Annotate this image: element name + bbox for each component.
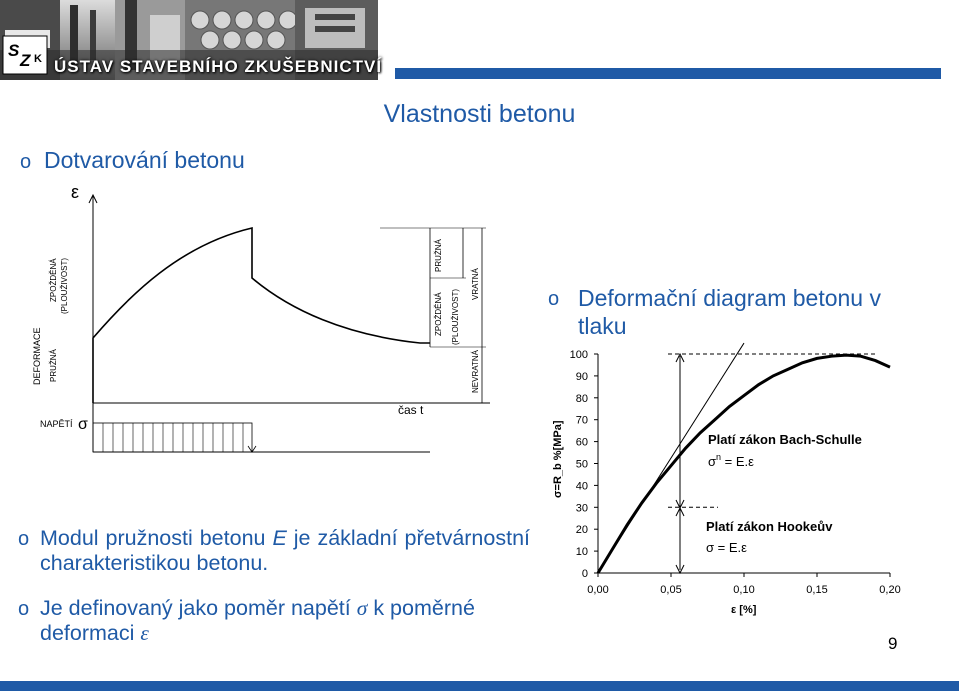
paragraph-definition-text-b: k poměrné deformaci: [40, 596, 475, 645]
chart-xlabel: ε [%]: [731, 604, 757, 616]
label-right-ploulivost: (PLOUŽIVOST): [451, 288, 460, 345]
paragraph-definition-symbol-sigma: σ: [356, 596, 368, 620]
label-left-ploulivost: (PLOUŽIVOST): [60, 257, 69, 314]
label-left-pruzna: PRUŽNÁ: [49, 349, 58, 382]
creep-diagram: [0, 180, 540, 470]
creep-epsilon-label: ε: [71, 182, 80, 202]
chart-y-tick-label: 10: [575, 546, 588, 559]
header-accent-bar: [395, 68, 941, 79]
institute-name: ÚSTAV STAVEBNÍHO ZKUŠEBNICTVÍ: [54, 57, 383, 76]
paragraph-modulus-symbol-e: E: [272, 526, 287, 550]
formula-exponent: n: [716, 452, 722, 462]
logo-letter-s: S: [8, 41, 20, 60]
section-heading-diagram: [550, 284, 930, 340]
annotation-bach-formula: [708, 452, 754, 469]
chart-x-tick-label: 0,05: [660, 584, 682, 596]
label-right-pruzna: PRUŽNÁ: [434, 239, 443, 272]
chart-y-tick-label: 80: [575, 392, 588, 405]
label-time: čas t: [398, 403, 424, 417]
label-right-zpozdena: ZPOŽDĚNÁ: [434, 292, 443, 336]
paragraph-definition-symbol-epsilon: ε: [140, 621, 149, 645]
label-right-vratna: VRATNÁ: [471, 268, 480, 300]
section-heading-diagram-text: Deformační diagram betonu v tlaku: [578, 285, 881, 339]
chart-y-tick-label: 70: [575, 414, 588, 427]
logo-letter-z: Z: [20, 51, 31, 70]
bullet-marker: o: [20, 151, 32, 173]
section-heading-creep: [20, 147, 245, 174]
label-sigma: σ: [78, 416, 88, 433]
chart-y-tick-label: 100: [569, 349, 588, 361]
label-deformace: DEFORMACE: [32, 327, 42, 385]
creep-strain-curve: [93, 228, 430, 403]
paragraph-modulus-text-b: je základní přetvárnostní charakteristikou betonu.: [40, 526, 531, 575]
bullet-marker: o: [18, 598, 30, 620]
bullet-marker: o: [18, 528, 30, 550]
chart-y-tick-label: 90: [575, 370, 588, 383]
formula-sigma: σ: [708, 454, 717, 469]
annotation-hooke-formula: σ = E.ε: [706, 540, 747, 555]
label-left-zpozdena: ZPOŽDĚNÁ: [49, 258, 58, 302]
stress-strain-chart: [540, 340, 930, 630]
chart-ylabel: σ=R_b %[MPa]: [552, 420, 564, 498]
logo-letter-k: K: [34, 53, 42, 65]
page-number: 9: [888, 634, 898, 653]
formula-rest: = E.ε: [721, 454, 754, 469]
footer-accent-bar: [0, 681, 959, 691]
paragraph-definition-text-a: Je definovaný jako poměr napětí: [40, 596, 357, 620]
chart-x-tick-label: 0,00: [587, 584, 609, 596]
chart-x-tick-label: 0,10: [733, 584, 755, 596]
chart-y-tick-label: 30: [575, 502, 588, 515]
chart-y-tick-label: 60: [575, 436, 588, 449]
label-right-nevratna: NEVRATNÁ: [471, 350, 480, 393]
stress-hatch-block: [93, 423, 252, 452]
annotation-bach-schulle: Platí zákon Bach-Schulle: [708, 432, 862, 447]
chart-y-tick-label: 0: [581, 568, 588, 580]
paragraph-modulus-text-a: Modul pružnosti betonu: [40, 526, 273, 550]
label-napeti: NAPĚTÍ: [40, 419, 73, 429]
annotation-hooke: Platí zákon Hookeův: [706, 519, 833, 534]
paragraph-definition: [18, 596, 530, 646]
chart-y-tick-label: 50: [575, 458, 588, 471]
section-heading-creep-text: Dotvarování betonu: [44, 147, 245, 173]
slide-title: Vlastnosti betonu: [383, 100, 576, 128]
bullet-marker: o: [548, 288, 560, 310]
chart-x-tick-label: 0,15: [806, 584, 828, 596]
chart-x-tick-label: 0,20: [879, 584, 901, 596]
paragraph-modulus: [18, 526, 531, 576]
chart-y-tick-label: 20: [575, 524, 588, 537]
chart-y-tick-label: 40: [575, 480, 588, 493]
